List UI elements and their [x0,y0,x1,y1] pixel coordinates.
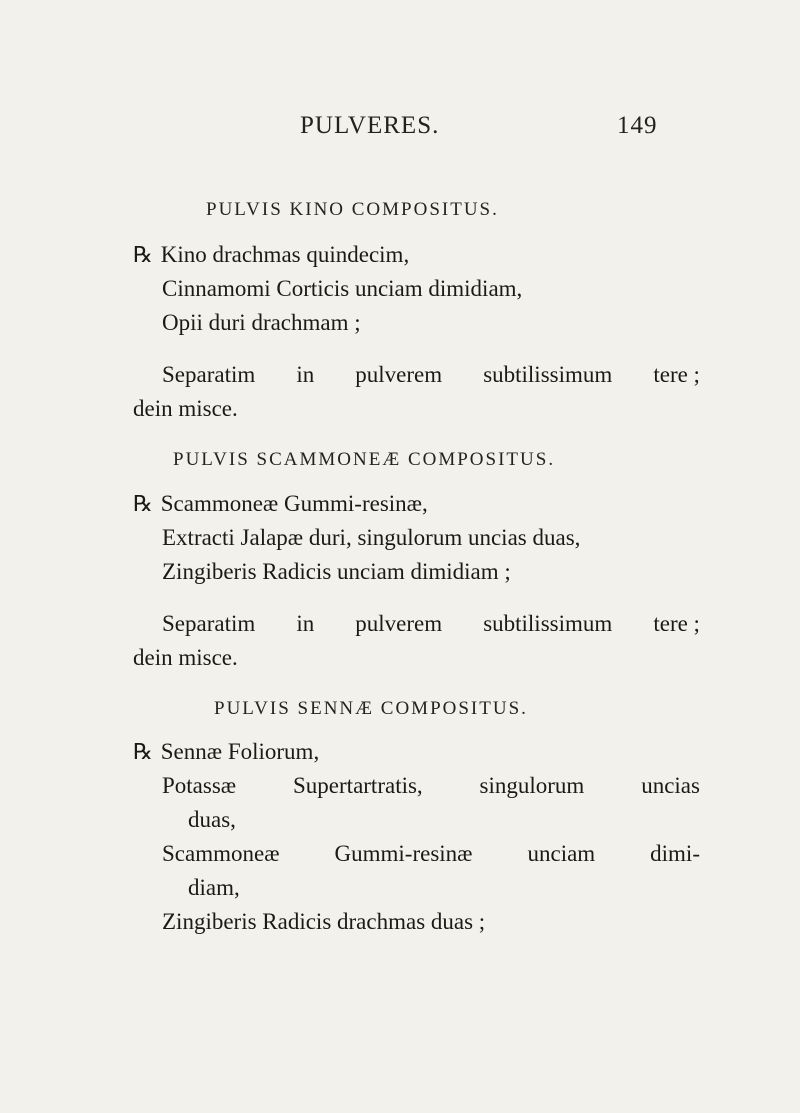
recipe-symbol-icon: ℞ [133,739,153,764]
section-title-scammoneae: PULVIS SCAMMONEÆ COMPOSITUS. [173,449,556,470]
ingredient-line: Potassæ Supertartratis, singulorum uncias [162,773,700,798]
ingredient-line: Scammoneæ Gummi-resinæ unciam dimi- [162,841,700,866]
running-header-title: PULVERES. [300,112,440,139]
ingredient-line: Zingiberis Radicis unciam dimidiam ; [162,559,511,584]
recipe-symbol-icon: ℞ [133,242,153,267]
ingredient-line: Extracti Jalapæ duri, singulorum uncias duas, [162,525,581,550]
ingredient-line: ℞ Sennæ Foliorum, [133,739,320,764]
instruction-line: Separatim in pulverem subtilissimum tere ; [162,611,700,636]
ingredient-line: duas, [188,807,236,832]
instruction-line-end: dein misce. [133,396,238,421]
instruction-line-end: dein misce. [133,645,238,670]
page-number: 149 [617,112,658,139]
ingredient-line: ℞ Scammoneæ Gummi-resinæ, [133,491,428,516]
ingredient-line: Opii duri drachmam ; [162,310,361,335]
instruction-line: Separatim in pulverem subtilissimum tere ; [162,362,700,387]
ingredient-line: diam, [188,875,240,900]
section-title-sennae: PULVIS SENNÆ COMPOSITUS. [214,698,528,719]
ingredient-line: Cinnamomi Corticis unciam dimidiam, [162,276,523,301]
section-title-kino: PULVIS KINO COMPOSITUS. [206,199,499,220]
recipe-symbol-icon: ℞ [133,491,153,516]
ingredient-line: ℞ Kino drachmas quindecim, [133,242,410,267]
ingredient-line: Zingiberis Radicis drachmas duas ; [162,909,486,934]
